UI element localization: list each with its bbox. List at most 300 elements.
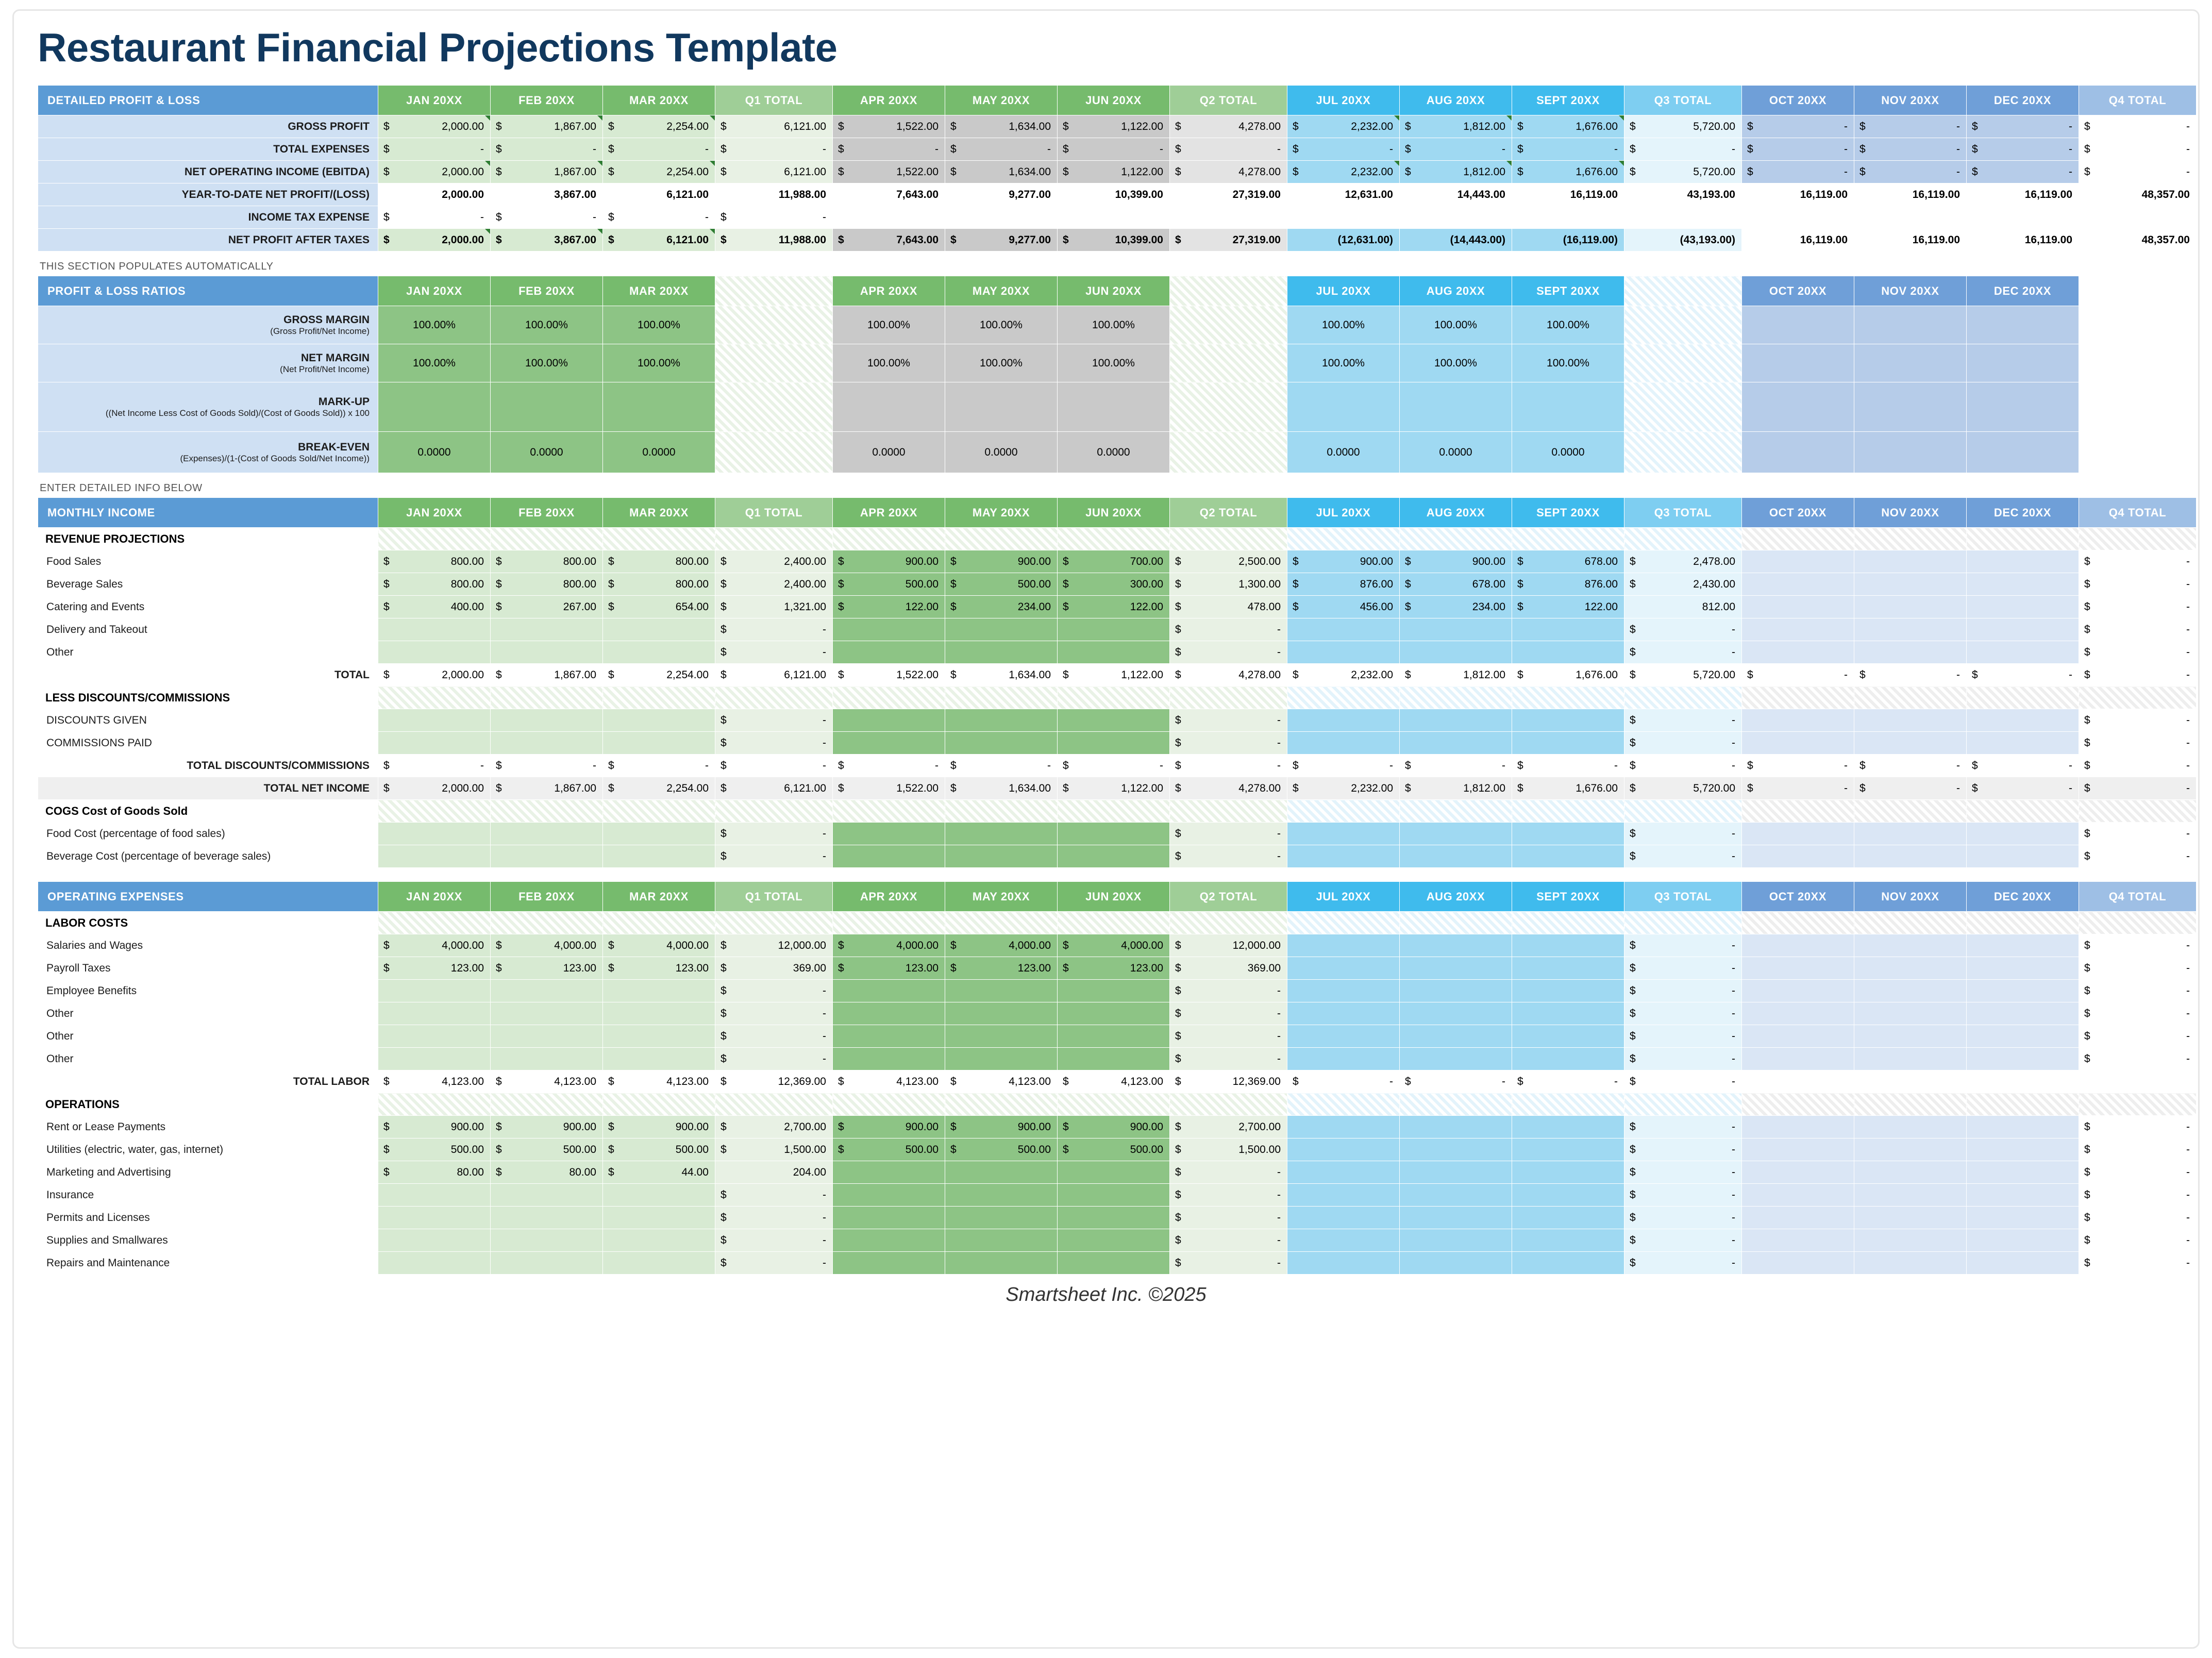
cell-value[interactable] <box>491 1048 603 1070</box>
cell-value[interactable] <box>1400 980 1512 1002</box>
cell-value[interactable]: 11,988.00 <box>715 183 833 206</box>
cell-value[interactable]: $ 1,522.00 <box>833 161 945 183</box>
cell-value[interactable]: $ 234.00 <box>945 596 1058 618</box>
cell-value[interactable] <box>1512 1252 1624 1275</box>
cell-value[interactable]: $ 1,634.00 <box>945 777 1058 800</box>
cell-value[interactable] <box>1967 1048 2079 1070</box>
cell-value[interactable]: $ 478.00 <box>1170 596 1287 618</box>
cell-value[interactable]: $ - <box>715 1207 833 1229</box>
cell-value[interactable]: $ 2,254.00 <box>603 115 715 138</box>
cell-value[interactable] <box>378 1252 491 1275</box>
cell-value[interactable]: $ - <box>2079 957 2197 980</box>
cell-value[interactable] <box>833 382 945 432</box>
cell-value[interactable] <box>491 1229 603 1252</box>
cell-value[interactable]: $ - <box>945 138 1058 161</box>
cell-value[interactable]: $ - <box>2079 845 2197 868</box>
cell-value[interactable]: $ - <box>2079 1161 2197 1184</box>
cell-value[interactable] <box>1287 709 1400 732</box>
cell-value[interactable]: $ - <box>2079 138 2197 161</box>
cell-value[interactable]: $ 5,720.00 <box>1624 777 1742 800</box>
cell-value[interactable] <box>833 980 945 1002</box>
cell-value[interactable] <box>833 1252 945 1275</box>
cell-value[interactable]: $ - <box>2079 777 2197 800</box>
cell-value[interactable] <box>491 1207 603 1229</box>
cell-value[interactable]: $ 900.00 <box>491 1116 603 1138</box>
cell-value[interactable]: 100.00% <box>378 344 491 382</box>
cell-value[interactable]: $ - <box>1742 138 1854 161</box>
cell-value[interactable]: $ 2,500.00 <box>1170 550 1287 573</box>
cell-value[interactable]: $ - <box>378 755 491 777</box>
cell-value[interactable] <box>1512 1207 1624 1229</box>
cell-value[interactable]: 0.0000 <box>1400 432 1512 473</box>
cell-value[interactable]: $ 500.00 <box>833 1138 945 1161</box>
cell-value[interactable] <box>1170 206 1287 229</box>
cell-value[interactable] <box>1742 596 1854 618</box>
cell-value[interactable]: $ 900.00 <box>833 1116 945 1138</box>
cell-value[interactable] <box>1287 206 1400 229</box>
cell-value[interactable]: 48,357.00 <box>2079 183 2197 206</box>
cell-value[interactable] <box>1854 1138 1967 1161</box>
cell-value[interactable]: 0.0000 <box>945 432 1058 473</box>
cell-value[interactable]: $ 1,500.00 <box>715 1138 833 1161</box>
cell-value[interactable] <box>833 1002 945 1025</box>
cell-value[interactable] <box>1512 1025 1624 1048</box>
cell-value[interactable]: $ - <box>715 641 833 664</box>
cell-value[interactable] <box>491 732 603 755</box>
cell-value[interactable]: $ - <box>715 823 833 845</box>
cell-value[interactable] <box>1742 957 1854 980</box>
cell-value[interactable] <box>1400 934 1512 957</box>
cell-value[interactable]: $ 4,000.00 <box>945 934 1058 957</box>
cell-value[interactable]: $ - <box>1170 138 1287 161</box>
cell-value[interactable] <box>1854 1252 1967 1275</box>
cell-value[interactable]: $ - <box>715 709 833 732</box>
cell-value[interactable] <box>1967 306 2079 344</box>
cell-value[interactable] <box>1854 306 1967 344</box>
cell-value[interactable] <box>1512 641 1624 664</box>
cell-value[interactable] <box>491 1184 603 1207</box>
cell-value[interactable]: $ - <box>491 206 603 229</box>
cell-value[interactable] <box>1400 1252 1512 1275</box>
cell-value[interactable]: $ 1,812.00 <box>1400 115 1512 138</box>
cell-value[interactable] <box>1400 732 1512 755</box>
cell-value[interactable] <box>378 845 491 868</box>
cell-value[interactable]: 7,643.00 <box>833 183 945 206</box>
cell-value[interactable]: $ - <box>603 138 715 161</box>
cell-value[interactable]: $ - <box>1742 777 1854 800</box>
cell-value[interactable]: $ - <box>2079 1184 2197 1207</box>
cell-value[interactable]: $ 1,676.00 <box>1512 777 1624 800</box>
cell-value[interactable]: $ 5,720.00 <box>1624 161 1742 183</box>
cell-value[interactable]: $ - <box>1742 664 1854 686</box>
cell-value[interactable]: $ 2,254.00 <box>603 161 715 183</box>
cell-value[interactable] <box>378 1184 491 1207</box>
cell-value[interactable]: $ - <box>715 618 833 641</box>
cell-value[interactable]: $ 4,000.00 <box>833 934 945 957</box>
cell-value[interactable]: $ 1,812.00 <box>1400 161 1512 183</box>
cell-value[interactable] <box>1058 823 1170 845</box>
cell-value[interactable]: $ - <box>2079 1048 2197 1070</box>
cell-value[interactable] <box>833 1025 945 1048</box>
cell-value[interactable]: $ - <box>1624 980 1742 1002</box>
cell-value[interactable] <box>1967 206 2079 229</box>
cell-value[interactable]: $ - <box>1170 845 1287 868</box>
cell-value[interactable] <box>603 1229 715 1252</box>
cell-value[interactable] <box>1742 1048 1854 1070</box>
cell-value[interactable]: $ - <box>1742 755 1854 777</box>
cell-value[interactable]: 100.00% <box>1400 344 1512 382</box>
cell-value[interactable] <box>1512 845 1624 868</box>
cell-value[interactable] <box>378 618 491 641</box>
cell-value[interactable]: $ 6,121.00 <box>715 161 833 183</box>
cell-value[interactable] <box>1742 1252 1854 1275</box>
cell-value[interactable] <box>1967 1025 2079 1048</box>
cell-value[interactable]: $ - <box>1854 161 1967 183</box>
cell-value[interactable]: $ 1,122.00 <box>1058 115 1170 138</box>
cell-value[interactable]: $ 800.00 <box>378 550 491 573</box>
cell-value[interactable]: $ - <box>1854 138 1967 161</box>
cell-value[interactable] <box>1854 618 1967 641</box>
cell-value[interactable] <box>491 709 603 732</box>
cell-value[interactable]: $ 4,278.00 <box>1170 161 1287 183</box>
cell-value[interactable]: $ - <box>1287 1070 1400 1093</box>
cell-value[interactable]: $ - <box>1512 138 1624 161</box>
cell-value[interactable]: $ - <box>1624 641 1742 664</box>
cell-value[interactable]: $ - <box>1624 618 1742 641</box>
cell-value[interactable] <box>1854 980 1967 1002</box>
cell-value[interactable]: 812.00 <box>1624 596 1742 618</box>
cell-value[interactable]: $ - <box>1400 755 1512 777</box>
cell-value[interactable] <box>1512 934 1624 957</box>
cell-value[interactable] <box>1854 1048 1967 1070</box>
cell-value[interactable]: $ - <box>1624 709 1742 732</box>
cell-value[interactable]: $ 4,123.00 <box>603 1070 715 1093</box>
cell-value[interactable] <box>1287 1161 1400 1184</box>
cell-value[interactable] <box>945 641 1058 664</box>
cell-value[interactable] <box>1854 1184 1967 1207</box>
cell-value[interactable]: 9,277.00 <box>945 183 1058 206</box>
cell-value[interactable] <box>1512 957 1624 980</box>
cell-value[interactable]: $ 654.00 <box>603 596 715 618</box>
cell-value[interactable]: $ 2,400.00 <box>715 573 833 596</box>
cell-value[interactable] <box>1967 845 2079 868</box>
cell-value[interactable]: $ 400.00 <box>378 596 491 618</box>
cell-value[interactable] <box>1058 1229 1170 1252</box>
cell-value[interactable] <box>603 1048 715 1070</box>
cell-value[interactable] <box>378 1002 491 1025</box>
cell-value[interactable] <box>1512 980 1624 1002</box>
cell-value[interactable]: $ - <box>1624 1207 1742 1229</box>
cell-value[interactable]: $ 369.00 <box>1170 957 1287 980</box>
cell-value[interactable]: $ - <box>715 732 833 755</box>
cell-value[interactable] <box>1854 934 1967 957</box>
cell-value[interactable]: $ 1,522.00 <box>833 777 945 800</box>
cell-value[interactable] <box>491 618 603 641</box>
cell-value[interactable] <box>1287 957 1400 980</box>
cell-value[interactable]: $ - <box>1624 934 1742 957</box>
cell-value[interactable] <box>1742 432 1854 473</box>
cell-value[interactable] <box>1287 618 1400 641</box>
cell-value[interactable] <box>1512 709 1624 732</box>
cell-value[interactable] <box>491 845 603 868</box>
cell-value[interactable]: $ - <box>715 138 833 161</box>
cell-value[interactable]: $ - <box>1170 1002 1287 1025</box>
cell-value[interactable] <box>1854 845 1967 868</box>
cell-value[interactable] <box>833 206 945 229</box>
cell-value[interactable] <box>378 1048 491 1070</box>
cell-value[interactable]: $ - <box>1742 161 1854 183</box>
cell-value[interactable] <box>603 618 715 641</box>
cell-value[interactable] <box>1742 550 1854 573</box>
cell-value[interactable]: $ - <box>1967 777 2079 800</box>
cell-value[interactable] <box>1742 641 1854 664</box>
cell-value[interactable] <box>1854 1116 1967 1138</box>
cell-value[interactable]: $ 123.00 <box>491 957 603 980</box>
cell-value[interactable]: $ - <box>1170 1161 1287 1184</box>
cell-value[interactable]: 100.00% <box>1058 306 1170 344</box>
cell-value[interactable] <box>1512 823 1624 845</box>
cell-value[interactable]: $ 2,254.00 <box>603 777 715 800</box>
cell-value[interactable]: (16,119.00) <box>1512 229 1624 252</box>
cell-value[interactable]: $ - <box>1967 138 2079 161</box>
cell-value[interactable]: $ - <box>2079 641 2197 664</box>
cell-value[interactable] <box>945 1161 1058 1184</box>
cell-value[interactable] <box>1400 957 1512 980</box>
cell-value[interactable]: $ 9,277.00 <box>945 229 1058 252</box>
cell-value[interactable] <box>603 1002 715 1025</box>
cell-value[interactable]: $ 27,319.00 <box>1170 229 1287 252</box>
cell-value[interactable]: $ - <box>2079 550 2197 573</box>
cell-value[interactable] <box>1400 1116 1512 1138</box>
cell-value[interactable] <box>1512 1048 1624 1070</box>
cell-value[interactable] <box>603 1252 715 1275</box>
cell-value[interactable]: $ 876.00 <box>1287 573 1400 596</box>
cell-value[interactable]: 16,119.00 <box>1512 183 1624 206</box>
cell-value[interactable]: $ 1,676.00 <box>1512 664 1624 686</box>
cell-value[interactable] <box>1967 1116 2079 1138</box>
cell-value[interactable]: $ - <box>2079 1116 2197 1138</box>
cell-value[interactable] <box>378 382 491 432</box>
cell-value[interactable]: $ - <box>833 138 945 161</box>
cell-value[interactable]: $ 1,522.00 <box>833 664 945 686</box>
cell-value[interactable] <box>1854 382 1967 432</box>
cell-value[interactable] <box>833 1207 945 1229</box>
cell-value[interactable]: $ - <box>378 138 491 161</box>
cell-value[interactable]: (43,193.00) <box>1624 229 1742 252</box>
cell-value[interactable]: $ 4,278.00 <box>1170 777 1287 800</box>
cell-value[interactable]: $ - <box>715 1025 833 1048</box>
cell-value[interactable]: $ 2,232.00 <box>1287 777 1400 800</box>
cell-value[interactable]: 0.0000 <box>491 432 603 473</box>
cell-value[interactable]: $ - <box>715 1184 833 1207</box>
cell-value[interactable]: $ 2,000.00 <box>378 115 491 138</box>
cell-value[interactable] <box>1854 432 1967 473</box>
cell-value[interactable]: $ - <box>1512 755 1624 777</box>
cell-value[interactable]: 100.00% <box>378 306 491 344</box>
cell-value[interactable]: $ 1,676.00 <box>1512 115 1624 138</box>
cell-value[interactable]: 100.00% <box>945 306 1058 344</box>
cell-value[interactable] <box>1742 1002 1854 1025</box>
cell-value[interactable] <box>1742 845 1854 868</box>
cell-value[interactable] <box>1400 709 1512 732</box>
cell-value[interactable]: 0.0000 <box>1287 432 1400 473</box>
cell-value[interactable]: $ - <box>1170 1025 1287 1048</box>
cell-value[interactable]: $ 12,000.00 <box>715 934 833 957</box>
cell-value[interactable] <box>1967 732 2079 755</box>
cell-value[interactable] <box>1287 1184 1400 1207</box>
cell-value[interactable] <box>1742 344 1854 382</box>
cell-value[interactable] <box>833 709 945 732</box>
cell-value[interactable]: 2,000.00 <box>378 183 491 206</box>
cell-value[interactable] <box>1742 823 1854 845</box>
cell-value[interactable] <box>603 845 715 868</box>
cell-value[interactable] <box>1058 618 1170 641</box>
cell-value[interactable]: $ - <box>1854 664 1967 686</box>
cell-value[interactable]: $ - <box>1624 755 1742 777</box>
cell-value[interactable]: $ 4,000.00 <box>603 934 715 957</box>
cell-value[interactable]: 16,119.00 <box>1742 229 1854 252</box>
cell-value[interactable]: $ - <box>1624 1025 1742 1048</box>
cell-value[interactable]: $ - <box>2079 934 2197 957</box>
cell-value[interactable]: $ 123.00 <box>945 957 1058 980</box>
cell-value[interactable]: $ 123.00 <box>378 957 491 980</box>
cell-value[interactable]: $ 12,369.00 <box>1170 1070 1287 1093</box>
cell-value[interactable] <box>1742 618 1854 641</box>
cell-value[interactable]: 100.00% <box>603 344 715 382</box>
cell-value[interactable]: $ 1,321.00 <box>715 596 833 618</box>
cell-value[interactable] <box>945 206 1058 229</box>
cell-value[interactable] <box>1967 1252 2079 1275</box>
cell-value[interactable] <box>1742 709 1854 732</box>
cell-value[interactable] <box>1058 206 1170 229</box>
cell-value[interactable]: $ 11,988.00 <box>715 229 833 252</box>
cell-value[interactable]: $ 4,123.00 <box>491 1070 603 1093</box>
cell-value[interactable]: $ - <box>1624 732 1742 755</box>
cell-value[interactable] <box>491 641 603 664</box>
cell-value[interactable] <box>2079 206 2197 229</box>
cell-value[interactable] <box>1512 1229 1624 1252</box>
cell-value[interactable] <box>1287 1002 1400 1025</box>
cell-value[interactable]: 14,443.00 <box>1400 183 1512 206</box>
cell-value[interactable]: $ - <box>1854 755 1967 777</box>
cell-value[interactable]: $ 500.00 <box>378 1138 491 1161</box>
cell-value[interactable] <box>1742 1229 1854 1252</box>
cell-value[interactable]: $ - <box>1058 138 1170 161</box>
cell-value[interactable] <box>833 1184 945 1207</box>
cell-value[interactable] <box>1742 934 1854 957</box>
cell-value[interactable] <box>603 641 715 664</box>
cell-value[interactable]: $ 2,000.00 <box>378 161 491 183</box>
cell-value[interactable] <box>1058 1002 1170 1025</box>
cell-value[interactable]: $ 1,634.00 <box>945 115 1058 138</box>
cell-value[interactable]: $ - <box>378 206 491 229</box>
cell-value[interactable]: $ - <box>1512 1070 1624 1093</box>
cell-value[interactable] <box>1967 709 2079 732</box>
cell-value[interactable] <box>1854 344 1967 382</box>
cell-value[interactable]: $ 4,278.00 <box>1170 115 1287 138</box>
cell-value[interactable] <box>1058 641 1170 664</box>
cell-value[interactable] <box>378 1207 491 1229</box>
cell-value[interactable]: $ 876.00 <box>1512 573 1624 596</box>
cell-value[interactable]: $ - <box>1854 777 1967 800</box>
cell-value[interactable]: $ - <box>1287 138 1400 161</box>
cell-value[interactable]: $ 900.00 <box>945 1116 1058 1138</box>
cell-value[interactable] <box>1967 1070 2079 1093</box>
cell-value[interactable] <box>833 1048 945 1070</box>
cell-value[interactable]: 100.00% <box>1287 306 1400 344</box>
cell-value[interactable] <box>1854 1025 1967 1048</box>
cell-value[interactable] <box>1400 1229 1512 1252</box>
cell-value[interactable]: $ - <box>1170 1252 1287 1275</box>
cell-value[interactable] <box>603 732 715 755</box>
cell-value[interactable] <box>1400 1207 1512 1229</box>
cell-value[interactable]: $ - <box>1624 1252 1742 1275</box>
cell-value[interactable] <box>945 618 1058 641</box>
cell-value[interactable] <box>833 641 945 664</box>
cell-value[interactable] <box>945 709 1058 732</box>
cell-value[interactable] <box>1400 1048 1512 1070</box>
cell-value[interactable]: $ 6,121.00 <box>715 664 833 686</box>
cell-value[interactable] <box>378 1025 491 1048</box>
cell-value[interactable] <box>1967 1229 2079 1252</box>
cell-value[interactable]: 100.00% <box>833 306 945 344</box>
cell-value[interactable]: (14,443.00) <box>1400 229 1512 252</box>
cell-value[interactable] <box>491 980 603 1002</box>
cell-value[interactable] <box>945 732 1058 755</box>
cell-value[interactable] <box>491 1002 603 1025</box>
cell-value[interactable]: $ 1,634.00 <box>945 161 1058 183</box>
cell-value[interactable] <box>1742 1161 1854 1184</box>
cell-value[interactable]: $ - <box>1400 1070 1512 1093</box>
cell-value[interactable] <box>1742 206 1854 229</box>
cell-value[interactable] <box>1512 1161 1624 1184</box>
cell-value[interactable]: $ - <box>1170 618 1287 641</box>
cell-value[interactable]: $ 123.00 <box>833 957 945 980</box>
cell-value[interactable]: $ 1,867.00 <box>491 115 603 138</box>
cell-value[interactable] <box>1287 1138 1400 1161</box>
cell-value[interactable]: $ - <box>945 755 1058 777</box>
cell-value[interactable]: 16,119.00 <box>1742 183 1854 206</box>
cell-value[interactable]: $ 2,400.00 <box>715 550 833 573</box>
cell-value[interactable] <box>833 823 945 845</box>
cell-value[interactable]: $ - <box>2079 1025 2197 1048</box>
cell-value[interactable] <box>1624 206 1742 229</box>
cell-value[interactable] <box>1967 1138 2079 1161</box>
cell-value[interactable]: $ 1,300.00 <box>1170 573 1287 596</box>
cell-value[interactable] <box>1287 382 1400 432</box>
cell-value[interactable] <box>1967 1002 2079 1025</box>
cell-value[interactable]: $ 800.00 <box>603 573 715 596</box>
cell-value[interactable] <box>1854 1207 1967 1229</box>
cell-value[interactable] <box>1854 732 1967 755</box>
cell-value[interactable] <box>1400 823 1512 845</box>
cell-value[interactable]: $ 1,867.00 <box>491 161 603 183</box>
cell-value[interactable] <box>1742 306 1854 344</box>
cell-value[interactable] <box>833 618 945 641</box>
cell-value[interactable] <box>1854 1161 1967 1184</box>
cell-value[interactable]: 100.00% <box>1058 344 1170 382</box>
cell-value[interactable] <box>378 709 491 732</box>
cell-value[interactable]: $ - <box>603 755 715 777</box>
cell-value[interactable] <box>1400 1184 1512 1207</box>
cell-value[interactable]: 0.0000 <box>1058 432 1170 473</box>
cell-value[interactable]: $ 800.00 <box>491 573 603 596</box>
cell-value[interactable] <box>603 980 715 1002</box>
cell-value[interactable]: $ 900.00 <box>1058 1116 1170 1138</box>
cell-value[interactable]: $ - <box>715 1229 833 1252</box>
cell-value[interactable]: 100.00% <box>1287 344 1400 382</box>
cell-value[interactable] <box>1058 980 1170 1002</box>
